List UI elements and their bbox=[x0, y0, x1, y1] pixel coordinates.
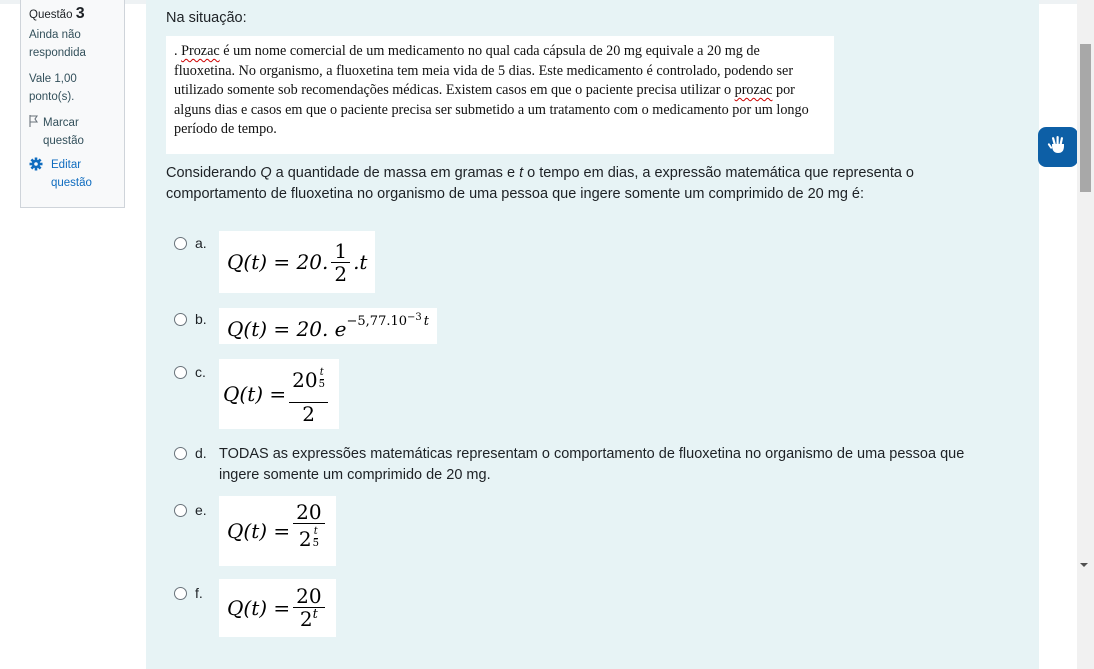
math-expression-e: Q(t) = 20 2 $\frac{t}{5}$ bbox=[219, 496, 336, 566]
spellcheck-word: prozac bbox=[734, 82, 773, 98]
spellcheck-word: Prozac bbox=[181, 43, 220, 59]
scrollbar-thumb[interactable] bbox=[1080, 44, 1091, 192]
question-content bbox=[146, 0, 1039, 669]
radio-f[interactable] bbox=[174, 587, 187, 600]
answer-option-b[interactable]: b. Q(t) = 20. e $-5,77.10^{-3}$ t bbox=[174, 310, 437, 344]
answer-option-f[interactable]: f. Q(t) = $\frac{20}{2^t}$ bbox=[174, 584, 336, 637]
question-stem: Considerando Q a quantidade de massa em gramas e t o tempo em dias, a expressão matemática que representa o comportamento de fluoxetina no organismo de uma pessoa que ingere somente um comprimido de 20 mg é: bbox=[166, 165, 914, 202]
math-expression-b: Q(t) = 20. e $-5,77.10^{-3}$ t bbox=[219, 308, 437, 344]
question-number: Questão 3 bbox=[29, 5, 85, 22]
sign-language-icon bbox=[1047, 134, 1069, 161]
radio-c[interactable] bbox=[174, 366, 187, 379]
gear-icon bbox=[29, 157, 43, 177]
scroll-down-arrow-icon[interactable] bbox=[1080, 563, 1088, 567]
radio-d[interactable] bbox=[174, 447, 187, 460]
question-info-panel bbox=[20, 0, 125, 208]
situation-text: . Prozac é um nome comercial de um medicamento no qual cada cápsula de 20 mg equivale a 20 mg de fluoxetina. No organismo, a fluoxetina tem meia vida de 5 dias. Este medicamento é controlado, podendo ser utilizado somente sob recomendações médicas. Existem casos em que o paciente precisa utilizar o prozac por alguns dias e casos em que o paciente precisa ser submetido a um tratamento com o medicamento por um longo período de tempo. bbox=[166, 36, 834, 154]
radio-e[interactable] bbox=[174, 504, 187, 517]
answer-option-d[interactable]: d. TODAS as expressões matemáticas representam o comportamento de fluoxetina no organismo de uma pessoa que ingere somente um comprimido de 20 mg. bbox=[174, 444, 999, 486]
option-d-text: TODAS as expressões matemáticas representam o comportamento de fluoxetina no organismo de uma pessoa que ingere somente um comprimido de 20 mg. bbox=[219, 446, 965, 483]
accessibility-button[interactable] bbox=[1038, 127, 1078, 167]
radio-a[interactable] bbox=[174, 237, 187, 250]
question-status: Ainda não respondida bbox=[29, 29, 86, 59]
math-expression-c: Q(t) = 20 $\frac{t}{5}$ 2 bbox=[219, 359, 339, 429]
answer-option-a[interactable]: a. Q(t) = 20. $\frac{1}{2}$ .t bbox=[174, 234, 375, 293]
math-expression-a: Q(t) = 20. $\frac{1}{2}$ .t bbox=[219, 231, 375, 293]
flag-question-link[interactable]: Marcar questão bbox=[29, 114, 116, 150]
radio-b[interactable] bbox=[174, 313, 187, 326]
edit-question-link[interactable]: Editar questão bbox=[29, 156, 116, 192]
answer-option-c[interactable]: c. Q(t) = 20 $\frac{t}{5}$ 2 bbox=[174, 363, 339, 429]
question-intro: Na situação: bbox=[166, 10, 247, 26]
math-expression-f: Q(t) = $\frac{20}{2^t}$ bbox=[219, 579, 336, 637]
question-grade: Vale 1,00 ponto(s). bbox=[29, 73, 77, 103]
answer-option-e[interactable]: e. Q(t) = 20 2 $\frac{t}{5}$ bbox=[174, 501, 336, 566]
flag-icon bbox=[29, 115, 39, 133]
